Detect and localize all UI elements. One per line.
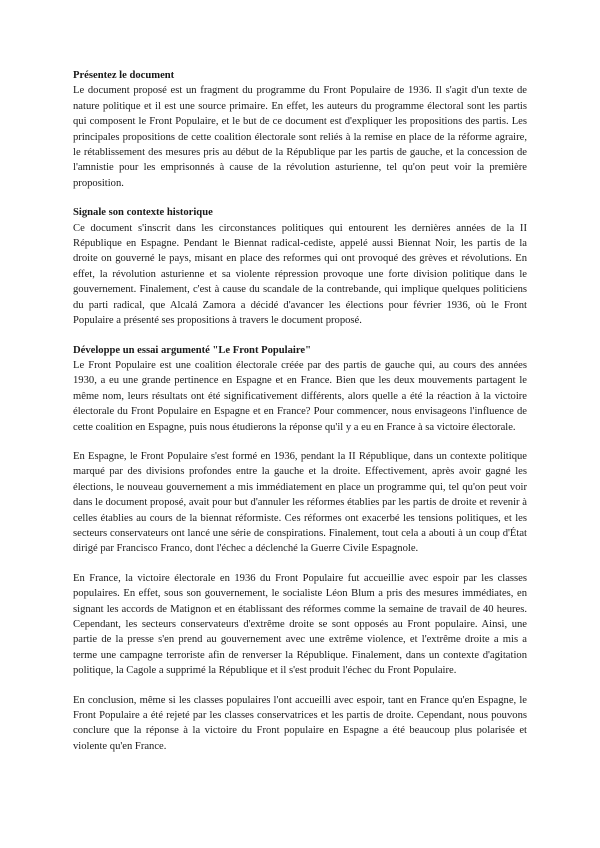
paragraph-present-document: Le document proposé est un fragment du programme du Front Populaire de 1936. Il s'agit d'un texte de nature politique et il est une source primaire. En effet, les auteurs du programme électoral sont les partis qui composent le Front Populaire, et le but de ce document est d'expliquer les propositions des partis. Les principales propositions de cette coalition électorale sont reliés à la remise en place de la réforme agraire, le rétablissement des mesures pris au début de la République par les partis de gauche, et la concession de l'amnistie pour les emprisonnés à cause de la révolution asturienne, tel qu'on peut voir la première proposition. <box>73 85 527 189</box>
section-heading-historical-context: Signale son contexte historique <box>73 207 213 219</box>
document-body <box>73 68 527 768</box>
section-heading-present-document: Présentez le document <box>73 70 175 81</box>
paragraph-essay-france: En France, la victoire électorale en 1936 du Front Populaire fut accueillie avec espoir par les classes populaires. En effet, sous son gouvernement, le socialiste Léon Blum a pris des mesures immédiates, en signant les accords de Matignon et en établissant des réformes comme la semaine de travail de 40 heures. Cependant, les secteurs conservateurs d'extrême droite se sont opposés au Front populaire. Ainsi, une partie de la presse s'en prend au gouvernement avec une extrême violence, et l'extrême droite a mis a terme une campagne terroriste afin de renverser la République. Finalement, dans un contexte d'agitation politique, la Cagole a supprimé la République et il s'est produit l'échec du Front Populaire. <box>73 572 527 677</box>
paragraph-essay-spain: En Espagne, le Front Populaire s'est formé en 1936, pendant la II République, dans un contexte politique marqué par des divisions profondes entre la gauche et la droite. Effectivement, après avoir gagné les élections, le nouveau gouvernement a mis immédiatement en place un programme qui, tel qu'on peut voir dans le document proposé, avait pour but d'annuler les réformes établies par les partis de droite et revenir à celles établies au cours de la biennat réformiste. Ces réformes ont exacerbé les tensions politiques, et les secteurs conservateurs ont lancé une série de conspirations. Finalement, tout cela a abouti à un coup d'État dirigé par Francisco Franco, dont l'échec a déclenché la Guerre Civile Espagnole. <box>73 450 527 555</box>
section-heading-essay: Développe un essai argumenté "Le Front Populaire" <box>73 344 311 356</box>
paragraph-essay-introduction: Le Front Populaire est une coalition électorale créée par des partis de gauche qui, au cours des années 1930, a eu une grande pertinence en Espagne et en France. Bien que les deux mouvements partagent le même nom, leurs résultats ont été significativement différents, alors quelle a été la réaction à la victoire électorale du Front Populaire en Espagne et en France? Pour commencer, nous envisageons l'influence de cette coalition en Espagne, puis nous étudierons la réponse qu'il y a eu en France à sa victoire électorale. <box>73 359 527 433</box>
paragraph-essay-conclusion: En conclusion, même si les classes populaires l'ont accueilli avec espoir, tant en France qu'en Espagne, le Front Populaire a été rejeté par les classes conservatrices et les partis de droite. Cependant, nous pouvons conclure que la réponse à la victoire du Front populaire en Espagne a été beaucoup plus polarisée et violente qu'en France. <box>73 694 527 752</box>
paragraph-historical-context: Ce document s'inscrit dans les circonstances politiques qui entourent les dernières années de la II République en Espagne. Pendant le Biennat radical-cediste, appelé aussi Biennat Noir, les partis de la droite on gouverné le pays, misant en place des reformes qui ont provoqué des grèves et révolutions. En effet, la révolution asturienne et sa violente répression provoque une forte division politique dans le gouvernement. Finalement, c'est à cause du scandale de la contrebande, qui implique quelques politiciens du parti radical, que Alcalá Zamora a décidé d'avancer les élections pour février 1936, où le Front Populaire a présenté ses propositions à travers le document proposé. <box>73 222 527 327</box>
